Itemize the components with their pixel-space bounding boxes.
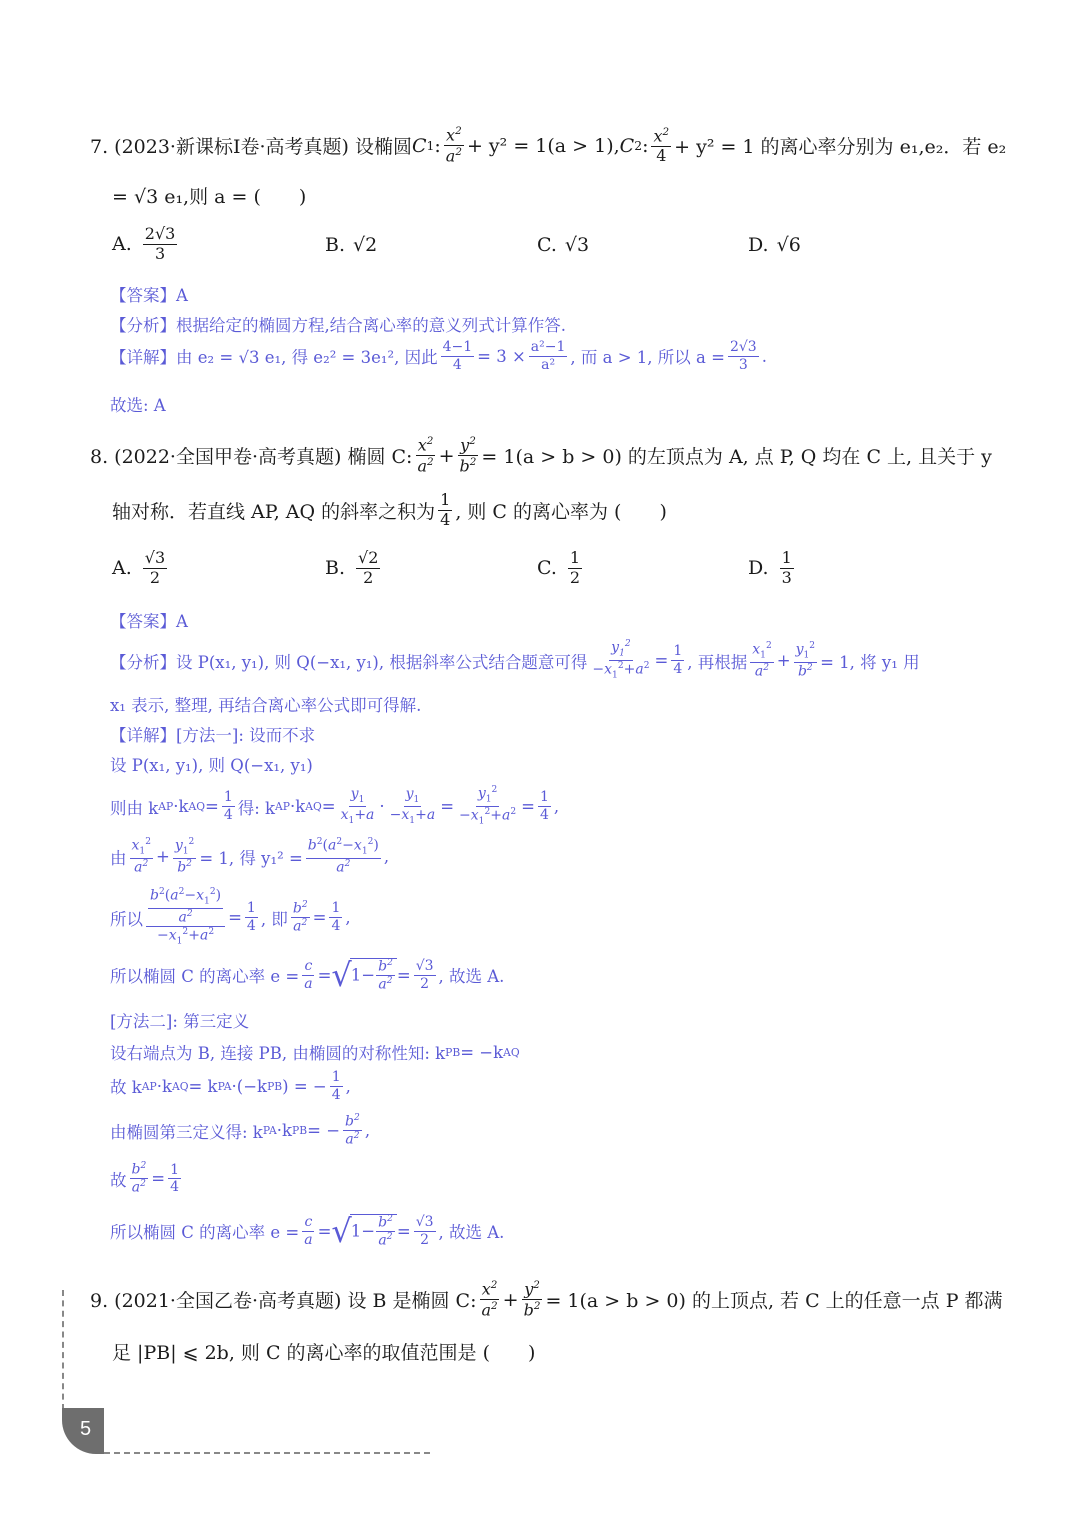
q8-fraction-x2-a2: $\frac{x^2}{a^2}$ [417, 435, 434, 476]
q7-choose: 故选: A [110, 396, 166, 415]
q8-lead: 8. (2022·全国甲卷·高考真题) 椭圆 C: [90, 446, 413, 469]
q8-opt-a-num: √3 [144, 548, 166, 567]
q8-method1-title: 【详解】[方法一]: 设而不求 [110, 726, 316, 745]
q7-opt-b-label: B. [325, 234, 346, 256]
q8-m2-l4-lead: 故 [110, 1170, 127, 1190]
q8-m1-l3-frac-result: $\frac{b^2(a^2-x_1^2)}{a^2}$ [307, 837, 379, 876]
q8-analysis-tail: = 1, 将 y₁ 用 [820, 652, 920, 672]
q8-m2-l5-sqrt-icon: √ [331, 1212, 352, 1251]
q8-line2-lead: 轴对称．若直线 AP, AQ 的斜率之积为 [112, 500, 436, 523]
q8-m1-l2-a: 得: k [237, 798, 276, 818]
q8-option-c[interactable] [537, 550, 585, 587]
q8-m2-line2: 故 k AP ·k AQ = k PA ·(−k PB ) = − $\frac{1}{4}$ , [110, 1069, 351, 1103]
q8-m2-line3: 由椭圆第三定义得: k PA ·k PB = − $\frac{b^2}{a^2}$ , [110, 1113, 371, 1148]
q7-c2-colon: : [642, 134, 649, 157]
q8-opt-a-fraction [143, 550, 167, 587]
q8-opt-b-label: B. [325, 557, 346, 580]
q7-detail-lead: 【详解】由 e₂ = √3 e₁, 得 e₂² = 3e₁², 因此 [110, 348, 438, 368]
q8-analysis-lead: 【分析】设 P(x₁, y₁), 则 Q(−x₁, y₁), 根据斜率公式结合题意可得 [110, 652, 588, 672]
q7-option-d[interactable] [748, 234, 801, 256]
q8-m2-l5-end: , 故选 A. [438, 1223, 505, 1243]
q7-detail-frac1-den: 4 [452, 356, 462, 373]
q7-eq1-tail: + y² = 1(a > 1), [466, 134, 620, 157]
q9-fraction-x2-a2: $\frac{x^2}{a^2}$ [481, 1279, 498, 1320]
q8-opt-c-den: 2 [569, 567, 581, 587]
q8-m1-l4-frac-1-4: $\frac{1}{4}$ [246, 900, 256, 935]
q7-opt-a-fraction [143, 226, 178, 263]
q8-analysis-frac-y1: $\frac{y_1^2}{b^2}$ [795, 640, 816, 680]
q8-m1-l3-mid: = 1, 得 y₁² = [199, 848, 303, 868]
q7-fraction-x2-a2: $\frac{x^2}{a^2}$ [445, 125, 462, 166]
q7-opt-d-label: D. [748, 234, 769, 256]
q7-detail-frac2 [529, 340, 568, 372]
q8-m1-l5-lead: 所以椭圆 C 的离心率 e = [110, 967, 300, 987]
q9-stem-line2: 足 |PB| ⩽ 2b, 则 C 的离心率的取值范围是 ( ) [112, 1342, 536, 1364]
q8-analysis-frac-y2: $\frac{y_1^2}{-x_1^2+a^2}$ [592, 639, 650, 681]
q8-analysis-frac-x1: $\frac{x_1^2}{a^2}$ [752, 640, 772, 680]
q8-fraction-y2-b2: $\frac{y^2}{b^2}$ [459, 435, 477, 476]
q9-fraction-y2-b2: $\frac{y^2}{b^2}$ [523, 1279, 541, 1320]
q7-opt-c-value: √3 [564, 234, 590, 256]
q8-m2-l3-frac-b-a: $\frac{b^2}{a^2}$ [345, 1113, 360, 1148]
q7-detail-frac2-num: a²−1 [530, 339, 566, 355]
q8-stem-line1: 8. (2022·全国甲卷·高考真题) 椭圆 C: $\frac{x^2}{a^2}$ + $\frac{y^2}{b^2}$ = 1(a > b > 0) 的左顶点为 A, 点 P, Q 均在 C 上, 且关于 y [90, 435, 992, 476]
q8-stem-line2 [112, 492, 667, 529]
q8-m1-l5-radicand: 1− $\frac{b^2}{a^2}$ [350, 958, 397, 993]
q8-opt-d-num: 1 [781, 548, 792, 567]
q8-m1-l5-frac-c-a: $\frac{c}{a}$ [304, 958, 313, 992]
q8-opt-d-fraction [780, 550, 794, 587]
q8-opt-b-den: 2 [363, 567, 374, 587]
q8-m2-l5-radicand: 1− $\frac{b^2}{a^2}$ [350, 1214, 397, 1249]
q8-opt-a-label: A. [112, 557, 132, 580]
q7-detail-end: . [761, 346, 767, 366]
q8-m2-line5: 所以椭圆 C 的离心率 e = $\frac{c}{a}$ = √ 1− $\frac{b^2}{a^2}$ = $\frac{√3}{2}$ , 故选 A. [110, 1212, 505, 1251]
q8-m1-l4-frac-1-4b: $\frac{1}{4}$ [331, 900, 341, 935]
q8-m1-l5-sqrt-icon: √ [331, 956, 352, 995]
q7-detail-frac2-den: a² [541, 356, 556, 373]
q8-opt-d-label: D. [748, 557, 769, 580]
q8-m2-l4-frac-b-a: $\frac{b^2}{a^2}$ [131, 1161, 147, 1196]
q7-option-c[interactable] [537, 234, 589, 256]
q8-m1-l2-frac-1-4b: $\frac{1}{4}$ [539, 789, 549, 823]
q7-detail-frac1-num: 4−1 [442, 339, 473, 355]
q8-analysis-mid: , 再根据 [687, 652, 748, 672]
q7-detail-frac3-den: 3 [738, 356, 748, 373]
q7-fraction-x2-4: $\frac{x^2}{4}$ [653, 125, 670, 165]
q9-stem-line1: 9. (2021·全国乙卷·高考真题) 设 B 是椭圆 C: $\frac{x^2}{a^2}$ + $\frac{y^2}{b^2}$ = 1(a > b > 0) 的上顶点, 若 C 上的任意一点 P 都满 [90, 1279, 1003, 1320]
q9-eq-tail: = 1(a > b > 0) 的上顶点, 若 C 上的任意一点 P 都满 [545, 1290, 1003, 1313]
q8-analysis-frac-1-4: $\frac{1}{4}$ [673, 643, 683, 677]
q8-answer: 【答案】A [110, 612, 188, 631]
q7-stem-line1: 7. (2023·新课标Ⅰ卷·高考真题) 设椭圆 C 1 : $\frac{x^2}{a^2}$ + y² = 1(a > 1), C 2 : $\frac{x^2}{4}$ + y² = 1 的离心率分别为 e₁,e₂．若 e₂ [90, 125, 1007, 166]
q7-detail-mid2: , 而 a > 1, 所以 a = [570, 348, 725, 368]
q8-m1-l4-complex-frac: $\frac{\frac{b^2(a^2-x_1^2)}{a^2}}{-x_1^2+a^2}$ [146, 888, 225, 947]
q8-method2-title: [方法二]: 第三定义 [110, 1012, 250, 1031]
q8-option-b[interactable] [325, 550, 383, 587]
q7-detail-mid: = 3 × [477, 346, 526, 366]
q7-analysis: 【分析】根据给定的椭圆方程,结合离心率的意义列式计算作答. [110, 316, 566, 335]
q7-lead: 7. (2023·新课标Ⅰ卷·高考真题) 设椭圆 [90, 136, 412, 159]
q7-detail-frac3-num: 2√3 [729, 339, 757, 355]
q9-lead: 9. (2021·全国乙卷·高考真题) 设 B 是椭圆 C: [90, 1290, 477, 1313]
q7-c2: C [619, 134, 635, 157]
q8-m1-line3: 由 $\frac{x_1^2}{a^2}$ + $\frac{y_1^2}{b^2}$ = 1, 得 y₁² = $\frac{b^2(a^2-x_1^2)}{a^2}$ , [110, 837, 390, 876]
q7-opt-b-value: √2 [353, 234, 378, 256]
q8-m2-l5-lead: 所以椭圆 C 的离心率 e = [110, 1223, 300, 1243]
q8-m1-line1: 设 P(x₁, y₁), 则 Q(−x₁, y₁) [110, 756, 313, 775]
q8-m1-l2-frac-c: $\frac{y_1^2}{-x_1^2+a^2}$ [459, 785, 517, 827]
page-number: 5 [80, 1418, 92, 1440]
q8-m1-l2-lead: 则由 k [110, 798, 159, 818]
q7-c1-colon: : [434, 134, 441, 157]
q8-fraction-1-4: $\frac{1}{4}$ [440, 490, 451, 529]
q8-m2-l3-lead: 由椭圆第三定义得: k [110, 1122, 263, 1142]
q8-m2-l2-lead: 故 k [110, 1078, 142, 1098]
margin-dashed-line-horizontal [104, 1452, 430, 1454]
q7-c1: C [411, 134, 427, 157]
q8-analysis-line1: 【分析】设 P(x₁, y₁), 则 Q(−x₁, y₁), 根据斜率公式结合题意可得 $\frac{y_1^2}{-x_1^2+a^2}$ = $\frac{1}{4}$ , 再根据 $\frac{x_1^2}{a^2}$ + $\frac{y_1^2}{b^2}$ = 1, 将 y₁ 用 [110, 639, 920, 681]
q8-m1-l4-mid: , 即 [260, 909, 288, 929]
q8-option-d[interactable] [748, 550, 797, 587]
q7-option-a[interactable] [112, 226, 180, 263]
q8-eq-tail: = 1(a > b > 0) 的左顶点为 A, 点 P, Q 均在 C 上, 且关于 y [481, 446, 992, 469]
q8-m2-line4: 故 $\frac{b^2}{a^2}$ = $\frac{1}{4}$ [110, 1161, 180, 1196]
q8-m1-l2-frac-1-4: $\frac{1}{4}$ [223, 789, 233, 823]
q8-m2-l1-text: 设右端点为 B, 连接 PB, 由椭圆的对称性知: k [110, 1044, 446, 1063]
q8-m2-l5-frac-result: $\frac{√3}{2}$ [415, 1214, 434, 1248]
q8-m2-l2-frac-1-4: $\frac{1}{4}$ [331, 1069, 341, 1103]
q7-answer: 【答案】A [110, 286, 188, 305]
q7-detail [110, 340, 767, 372]
q8-option-a[interactable] [112, 550, 170, 587]
q7-detail-frac1 [441, 340, 475, 372]
q8-m1-l5-frac-result: $\frac{√3}{2}$ [415, 958, 434, 992]
q8-opt-a-den: 2 [149, 567, 161, 587]
q8-opt-c-fraction [568, 550, 582, 587]
q7-opt-a-den: 3 [154, 243, 166, 263]
q8-m1-l3-frac-x: $\frac{x_1^2}{a^2}$ [131, 837, 151, 876]
margin-dashed-line-vertical [62, 1290, 64, 1410]
q7-opt-d-value: √6 [776, 234, 801, 256]
q8-m2-l5-frac-c-a: $\frac{c}{a}$ [304, 1214, 313, 1248]
q8-m1-line4: 所以 $\frac{\frac{b^2(a^2-x_1^2)}{a^2}}{-x_1^2+a^2}$ = $\frac{1}{4}$ , 即 $\frac{b^2}{a^2}$ = $\frac{1}{4}$ , [110, 887, 351, 947]
q8-opt-c-num: 1 [569, 548, 581, 567]
q7-opt-a-num: 2√3 [144, 224, 176, 243]
q7-detail-frac3 [728, 340, 759, 372]
q8-m2-line1: 设右端点为 B, 连接 PB, 由椭圆的对称性知: k PB = −k AQ [110, 1040, 520, 1064]
q8-opt-b-fraction [356, 550, 380, 587]
q8-opt-d-den: 3 [781, 567, 792, 587]
q8-m1-line5: 所以椭圆 C 的离心率 e = $\frac{c}{a}$ = √ 1− $\frac{b^2}{a^2}$ = $\frac{√3}{2}$ , 故选 A. [110, 956, 505, 995]
q8-line2-tail: , 则 C 的离心率为 ( ) [455, 500, 667, 523]
q7-stem-line2: = √3 e₁,则 a = ( ) [112, 186, 307, 208]
q7-opt-a-label: A. [112, 233, 132, 256]
q8-m1-l3-frac-y: $\frac{y_1^2}{b^2}$ [174, 837, 195, 876]
q7-option-b[interactable] [325, 234, 377, 256]
q8-m2-l4-frac-1-4: $\frac{1}{4}$ [170, 1161, 180, 1196]
q8-analysis-line2: x₁ 表示, 整理, 再结合离心率公式即可得解. [110, 696, 422, 715]
q8-opt-b-num: √2 [358, 548, 379, 567]
q8-m1-l3-lead: 由 [110, 848, 127, 868]
q8-m1-l2-frac-a: $\frac{y_1}{x_1+a}$ [340, 785, 375, 826]
q8-m1-l5-end: , 故选 A. [438, 967, 505, 987]
q7-opt-c-label: C. [537, 234, 557, 256]
q8-m1-l4-frac-b-a: $\frac{b^2}{a^2}$ [292, 899, 308, 935]
q8-m1-l2-frac-b: $\frac{y_1}{-x_1+a}$ [389, 785, 436, 826]
q8-opt-c-label: C. [537, 557, 557, 580]
q8-m1-l4-lead: 所以 [110, 909, 143, 929]
q8-m1-line2: 则由 k AP ·k AQ = $\frac{1}{4}$ 得: k AP ·k AQ = $\frac{y_1}{x_1+a}$ · $\frac{y_1}{-x_1+a}$ = $\frac{y_1^2}{-x_1^2+a^2}$ = $\frac{1}{4}$ , [110, 785, 560, 827]
q7-eq2-tail: + y² = 1 的离心率分别为 e₁,e₂．若 e₂ [674, 136, 1007, 159]
